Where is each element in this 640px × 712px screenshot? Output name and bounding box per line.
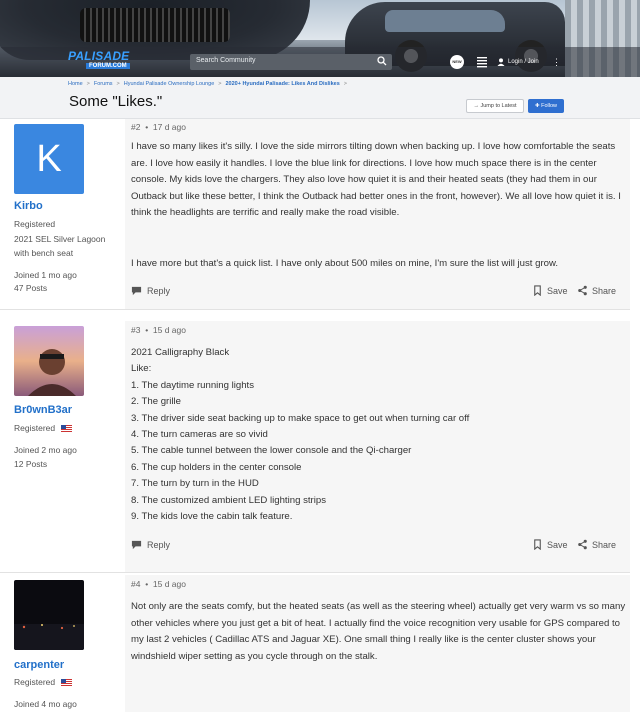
share-icon [577, 539, 588, 550]
user-icon [497, 58, 505, 66]
breadcrumb: Home > Forums > Hyundai Palisade Ownership Lounge > 2020+ Hyundai Palisade: Likes And Dislikes > [68, 81, 347, 87]
user-role: Registered [14, 677, 72, 687]
post-line: 4. The turn cameras are so vivid [131, 429, 268, 441]
user-vehicle: with bench seat [14, 248, 74, 258]
user-joined: Joined 4 mo ago [14, 699, 77, 709]
save-button[interactable]: Save [532, 539, 568, 550]
post-divider [0, 309, 630, 310]
post-meta: #4 • 15 d ago [131, 579, 186, 589]
reply-button[interactable]: Reply [131, 285, 170, 296]
us-flag-icon [61, 425, 72, 432]
user-role: Registered [14, 423, 72, 433]
post-author-panel [0, 119, 125, 310]
reply-icon [131, 285, 142, 296]
reply-icon [131, 539, 142, 550]
username[interactable]: Kirbo [14, 200, 43, 212]
new-posts-badge[interactable]: NEW [450, 55, 464, 69]
share-button[interactable]: Share [577, 539, 616, 550]
jump-to-latest-button[interactable]: → Jump to Latest [466, 99, 524, 113]
breadcrumb-lounge[interactable]: Hyundai Palisade Ownership Lounge [123, 81, 215, 87]
post-text: I have so many likes it's silly. I love the side mirrors tilting down when backing up. I love how comfortable the seats are. I love how easily it handles. I love the blue link for directions. I love how much space there is in the center console. My kids love the chargers. They also love how quiet it is and their heated seats (they had them in our Outback but like these better, I think the Outback had better ones in the front, however). We all love how quiet it is. I think the headlights are terrific and really make the road visible. [131, 141, 621, 218]
reply-button[interactable]: Reply [131, 539, 170, 550]
post-line: 3. The driver side seat backing up to make space to get out when turning car off [131, 412, 470, 424]
post-line: 5. The cable tunnel between the lower console and the Qi-charger [131, 445, 412, 457]
share-button[interactable]: Share [577, 285, 616, 296]
page-title: Some "Likes." [69, 93, 163, 110]
post-line: Like: [131, 363, 152, 375]
post-age: 17 d ago [152, 122, 186, 132]
username[interactable]: carpenter [14, 659, 65, 671]
post-line: 6. The cup holders in the center console [131, 461, 302, 473]
post-line: 1. The daytime running lights [131, 379, 255, 391]
avatar-photo [14, 326, 84, 396]
post-age: 15 d ago [152, 579, 186, 589]
post [0, 119, 640, 310]
avatar-photo [14, 580, 84, 650]
login-join-button[interactable]: Login / Join [497, 55, 539, 69]
avatar[interactable] [14, 326, 84, 396]
avatar[interactable] [14, 580, 84, 650]
breadcrumb-forums[interactable]: Forums [93, 81, 113, 87]
breadcrumb-current[interactable]: 2020+ Hyundai Palisade: Likes And Dislikes [225, 81, 340, 87]
post-text: I have more but that's a quick list. I have only about 500 miles on mine, I'm sure the list will just grow. [131, 258, 559, 269]
post-number[interactable]: #4 [131, 579, 141, 589]
post-actions [131, 285, 619, 299]
user-role: Registered [14, 219, 56, 229]
post [0, 575, 640, 712]
post-line: 2021 Calligraphy Black [131, 347, 230, 358]
post-line: 8. The customized ambient LED lighting strips [131, 494, 326, 506]
avatar[interactable]: K [14, 124, 84, 194]
follow-button[interactable]: ✚ Follow [528, 99, 564, 113]
post-line: 7. The turn by turn in the HUD [131, 478, 259, 490]
user-joined: Joined 2 mo ago [14, 445, 77, 455]
save-button[interactable]: Save [532, 285, 568, 296]
post [0, 321, 640, 573]
share-icon [577, 285, 588, 296]
post-author-panel [0, 321, 125, 573]
post-number[interactable]: #2 [131, 122, 141, 132]
user-joined: Joined 1 mo ago [14, 270, 77, 280]
thread-title-bar [0, 77, 640, 119]
site-logo[interactable]: PALISADE FORUM.COM [68, 49, 130, 69]
post-line: 2. The grille [131, 396, 181, 408]
us-flag-icon [61, 679, 72, 686]
post-number[interactable]: #3 [131, 325, 141, 335]
username[interactable]: Br0wnB3ar [14, 404, 73, 416]
post-author-panel [0, 575, 125, 712]
list-icon[interactable] [476, 56, 488, 68]
user-post-count: 47 Posts [14, 283, 48, 293]
post-actions [131, 539, 619, 553]
more-menu-icon[interactable]: ⋮ [552, 57, 561, 67]
user-post-count: 12 Posts [14, 459, 48, 469]
post-list [131, 345, 469, 525]
post-age: 15 d ago [152, 325, 186, 335]
search-input[interactable]: Search Community [190, 54, 392, 70]
post-meta: #3 • 15 d ago [131, 325, 186, 335]
bookmark-icon [532, 285, 543, 296]
bookmark-icon [532, 539, 543, 550]
search-icon[interactable] [377, 56, 387, 66]
post-line: 9. The kids love the cabin talk feature. [131, 511, 293, 523]
post-text: Not only are the seats comfy, but the heated seats (as well as the steering wheel) actually get very warm vs so many other vehicles where you just get a bit of heat. I actually find the voice recognition very usable for GPS compared to my last 2 vehicles ( Cadillac ATS and Jaguar XE). One small thing I really like is the center cluster shows your windshield wiper setting as you cycle through on the stalk. [131, 601, 626, 662]
breadcrumb-home[interactable]: Home [68, 81, 83, 87]
post-meta: #2 • 17 d ago [131, 122, 186, 132]
user-vehicle: 2021 SEL Silver Lagoon [14, 234, 106, 244]
post-divider [0, 572, 630, 573]
